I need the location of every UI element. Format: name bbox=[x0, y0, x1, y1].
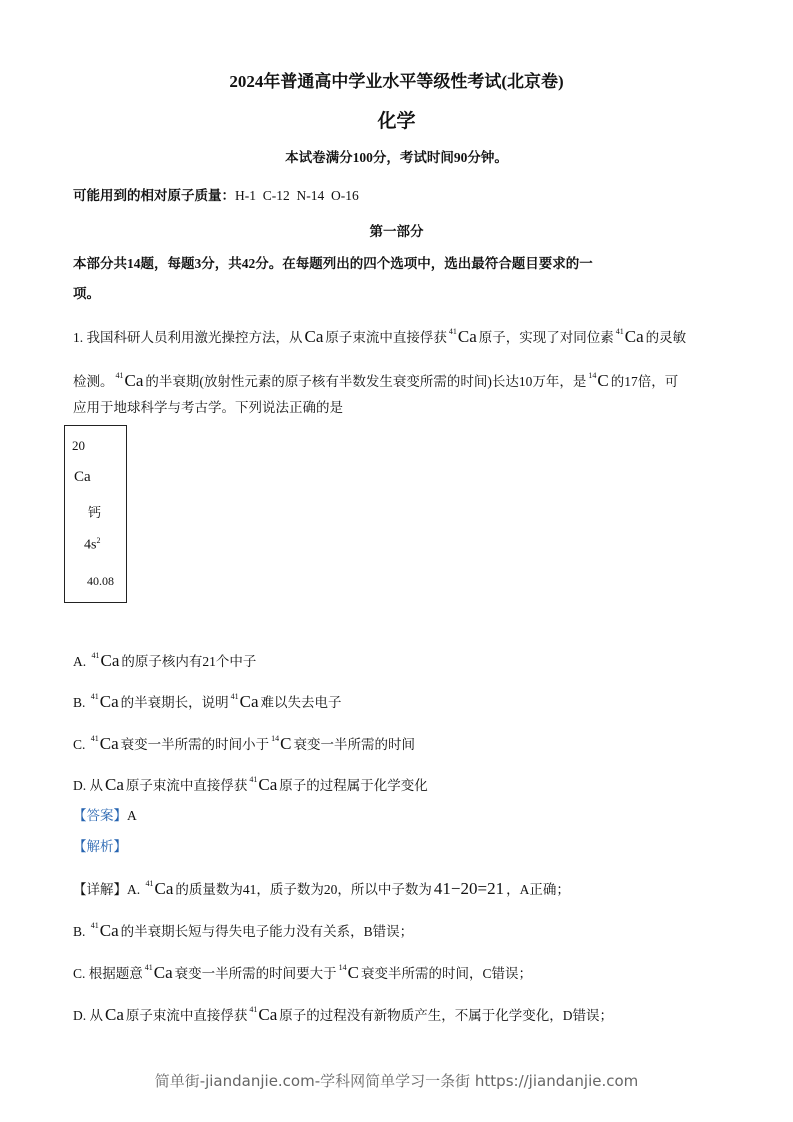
text-segment: 的质量数为41，质子数为20，所以中子数为 bbox=[175, 882, 432, 897]
isotope-symbol bbox=[91, 916, 119, 942]
element-symbol: C bbox=[280, 734, 292, 753]
part-desc-2: 项。 bbox=[73, 286, 100, 301]
isotope-symbol bbox=[105, 775, 124, 796]
element-symbol: Ca bbox=[624, 327, 644, 346]
element-symbol: Ca bbox=[124, 371, 144, 390]
mass-number: 14 bbox=[271, 734, 280, 743]
text-segment: 原子束流中直接俘获 bbox=[125, 1008, 248, 1023]
isotope-symbol bbox=[249, 1000, 277, 1026]
answer-label: 【答案】 bbox=[73, 808, 127, 823]
element-symbol: Ca bbox=[153, 963, 173, 982]
isotope-symbol bbox=[305, 327, 324, 348]
isotope-symbol bbox=[145, 958, 173, 984]
text-segment: 衰变一半所需的时间小于 bbox=[120, 737, 270, 752]
text-segment: 1. 我国科研人员利用激光操控方法，从 bbox=[73, 330, 303, 345]
option-line bbox=[73, 687, 342, 713]
text-segment: D. 从 bbox=[73, 1008, 103, 1023]
element-symbol: Ca bbox=[239, 692, 259, 711]
mass-number: 41 bbox=[90, 921, 99, 930]
isotope-symbol bbox=[339, 958, 359, 984]
isotope-symbol bbox=[449, 322, 477, 348]
mass-number: 41 bbox=[115, 371, 124, 380]
text-segment: 的原子核内有21个中子 bbox=[121, 654, 257, 669]
text-segment: C. bbox=[73, 737, 89, 752]
text-segment: 的17倍，可 bbox=[610, 374, 679, 389]
element-symbol: C bbox=[347, 963, 359, 982]
text-segment: 衰变一半所需的时间要大于 bbox=[174, 966, 337, 981]
mass-number: 41 bbox=[144, 963, 153, 972]
element-symbol: Ca bbox=[154, 879, 174, 898]
element-symbol: Ca bbox=[258, 775, 278, 794]
mass-number: 41 bbox=[230, 692, 239, 701]
question-line bbox=[73, 398, 343, 418]
exam-info: 本试卷满分100分，考试时间90分钟。 bbox=[285, 150, 508, 165]
isotope-symbol bbox=[588, 366, 608, 392]
element-symbol: Ca bbox=[99, 921, 119, 940]
part-title: 第一部分 bbox=[369, 224, 424, 239]
option-line bbox=[73, 729, 415, 755]
element-symbol: Ca bbox=[457, 327, 477, 346]
text-segment: C. 根据题意 bbox=[73, 966, 143, 981]
mass-number: 41 bbox=[91, 651, 100, 660]
atomic-mass-label: 可能用到的相对原子质量： bbox=[73, 188, 235, 203]
element-symbol: C bbox=[597, 371, 609, 390]
mass-number: 41 bbox=[448, 327, 457, 336]
isotope-symbol bbox=[434, 879, 504, 900]
isotope-symbol bbox=[116, 366, 144, 392]
analysis-label: 【解析】 bbox=[73, 839, 127, 854]
mass-number: 41 bbox=[249, 775, 258, 784]
footer-watermark: 简单街-jiandanjie.com-学科网简单学习一条街 https://jiandanjie.com bbox=[154, 1072, 639, 1090]
isotope-symbol bbox=[91, 729, 119, 755]
question-line bbox=[73, 322, 686, 348]
atomic-mass-line bbox=[73, 186, 359, 206]
mass-number: 41 bbox=[145, 879, 154, 888]
element-symbol: Ca bbox=[105, 1005, 124, 1024]
config-sup: 2 bbox=[96, 536, 101, 545]
isotope-symbol bbox=[271, 729, 291, 755]
mass-number: 41 bbox=[249, 1005, 258, 1014]
text-segment: 衰变半所需的时间，C错误； bbox=[361, 966, 533, 981]
text-segment: 原子，实现了对同位素 bbox=[478, 330, 614, 345]
answer: A bbox=[127, 808, 137, 823]
text-segment: 难以失去电子 bbox=[260, 695, 342, 710]
element-symbol: 41−20=21 bbox=[433, 879, 505, 898]
isotope-symbol bbox=[105, 1005, 124, 1026]
text-segment: 【详解】A. bbox=[73, 882, 144, 897]
isotope-symbol bbox=[92, 646, 120, 672]
text-segment: 衰变一半所需的时间 bbox=[293, 737, 415, 752]
element-symbol: Ca bbox=[99, 734, 119, 753]
text-segment: B. bbox=[73, 695, 89, 710]
text-segment: B. bbox=[73, 924, 89, 939]
answer-line bbox=[73, 806, 137, 826]
element-symbol: Ca bbox=[258, 1005, 278, 1024]
text-segment: D. 从 bbox=[73, 778, 103, 793]
atomic-mass: 40.08 bbox=[87, 574, 114, 588]
element-name: 钙 bbox=[88, 505, 102, 520]
config-text: 4s bbox=[84, 537, 97, 553]
text-segment: A. bbox=[73, 654, 90, 669]
text-segment: 的半衰期长短与得失电子能力没有关系，B错误； bbox=[120, 924, 414, 939]
part-desc-1: 本部分共14题，每题3分，共42分。在每题列出的四个选项中，选出最符合题目要求的一 bbox=[73, 256, 593, 271]
text-segment: 的半衰期长，说明 bbox=[120, 695, 229, 710]
mass-number: 41 bbox=[90, 692, 99, 701]
mass-number: 41 bbox=[615, 327, 624, 336]
option-line bbox=[73, 770, 428, 796]
exam-title: 2024年普通高中学业水平等级性考试(北京卷) bbox=[229, 72, 564, 91]
text-segment: 原子的过程属于化学变化 bbox=[279, 778, 428, 793]
subject-title: 化学 bbox=[377, 111, 416, 132]
text-segment: 原子束流中直接俘获 bbox=[325, 330, 447, 345]
text-segment: 的半衰期(放射性元素的原子核有半数发生衰变所需的时间)长达10万年，是 bbox=[145, 374, 587, 389]
isotope-symbol bbox=[249, 770, 277, 796]
isotope-symbol bbox=[91, 687, 119, 713]
element-symbol: Ca bbox=[99, 692, 119, 711]
isotope-symbol bbox=[231, 687, 259, 713]
element-symbol: Ca bbox=[304, 327, 324, 346]
detail-line bbox=[73, 916, 413, 942]
detail-line bbox=[73, 1000, 613, 1026]
option-line bbox=[73, 646, 256, 672]
atomic-masses: H-1 C-12 N-14 O-16 bbox=[235, 188, 359, 203]
element-symbol: Ca bbox=[100, 651, 120, 670]
text-segment: 应用于地球科学与考古学。下列说法正确的是 bbox=[73, 400, 343, 415]
detail-line bbox=[73, 874, 570, 900]
isotope-symbol bbox=[616, 322, 644, 348]
text-segment: 检测。 bbox=[73, 374, 114, 389]
element-symbol: Ca bbox=[105, 775, 124, 794]
detail-line bbox=[73, 958, 532, 984]
text-segment: ，A正确； bbox=[506, 882, 570, 897]
mass-number: 14 bbox=[588, 371, 597, 380]
question-line bbox=[73, 366, 678, 392]
electron-config bbox=[84, 536, 100, 554]
element-symbol: Ca bbox=[74, 469, 91, 485]
mass-number: 41 bbox=[90, 734, 99, 743]
atomic-number: 20 bbox=[72, 438, 85, 453]
element-card bbox=[64, 425, 127, 603]
text-segment: 原子束流中直接俘获 bbox=[125, 778, 248, 793]
text-segment: 原子的过程没有新物质产生，不属于化学变化，D错误； bbox=[279, 1008, 614, 1023]
isotope-symbol bbox=[146, 874, 174, 900]
mass-number: 14 bbox=[338, 963, 347, 972]
text-segment: 的灵敏 bbox=[645, 330, 687, 345]
